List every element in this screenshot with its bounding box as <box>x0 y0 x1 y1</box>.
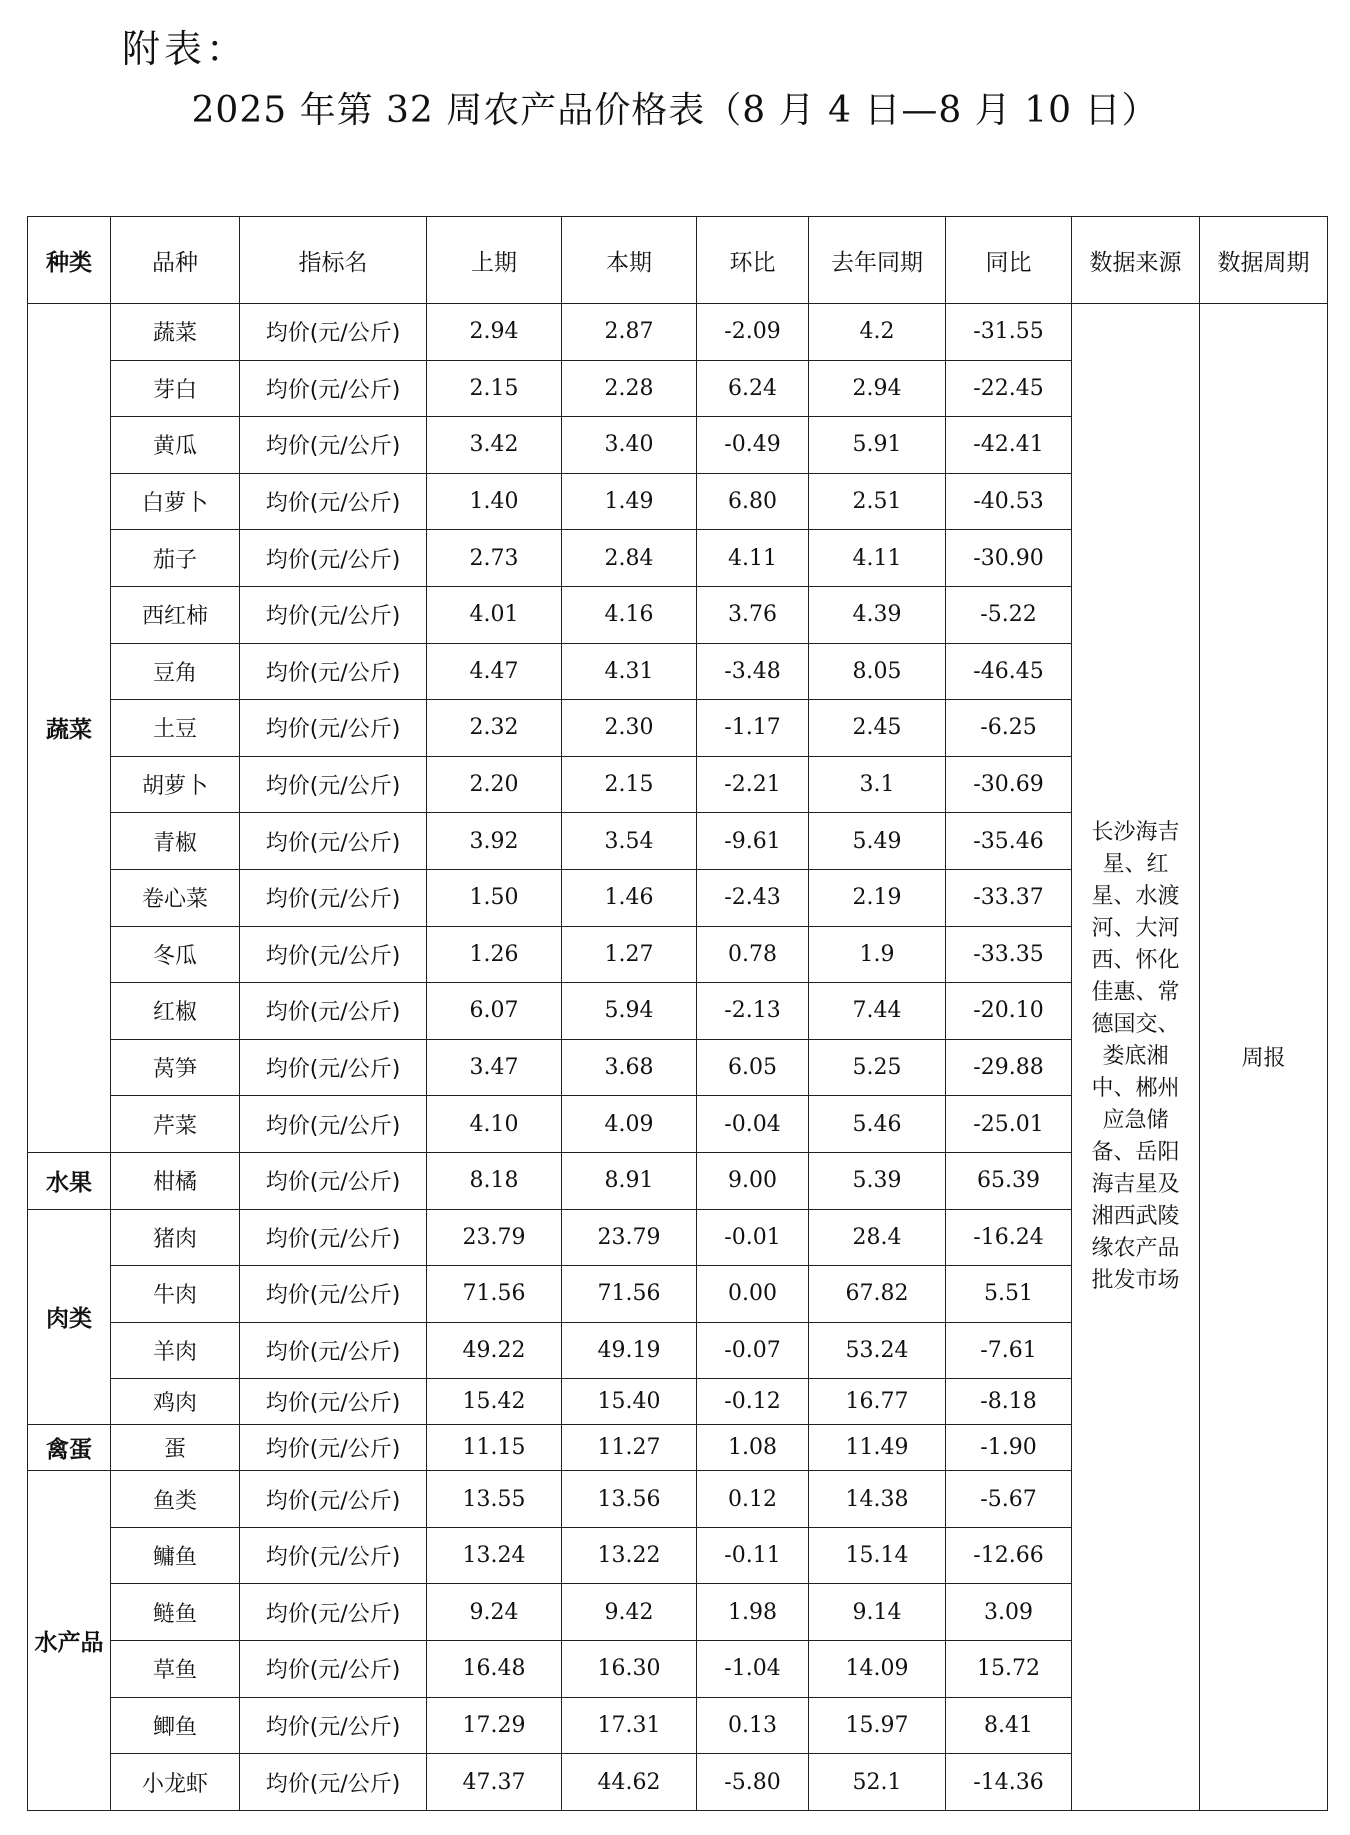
mom-cell: -0.49 <box>697 417 809 474</box>
mom-cell: -0.04 <box>697 1096 809 1153</box>
last-year-cell: 4.39 <box>809 586 946 643</box>
variety-cell: 鲢鱼 <box>111 1584 240 1641</box>
indicator-cell: 均价(元/公斤) <box>240 1152 427 1209</box>
yoy-cell: -20.10 <box>946 983 1072 1040</box>
prev-cell: 2.20 <box>427 756 562 813</box>
variety-cell: 鲫鱼 <box>111 1697 240 1754</box>
last-year-cell: 5.91 <box>809 417 946 474</box>
indicator-cell: 均价(元/公斤) <box>240 1641 427 1698</box>
prev-cell: 2.15 <box>427 360 562 417</box>
mom-cell: -0.01 <box>697 1209 809 1266</box>
curr-cell: 3.68 <box>562 1039 697 1096</box>
prev-cell: 3.92 <box>427 813 562 870</box>
variety-cell: 蛋 <box>111 1425 240 1471</box>
attachment-label: 附表： <box>122 27 249 71</box>
indicator-cell: 均价(元/公斤) <box>240 1322 427 1379</box>
last-year-cell: 3.1 <box>809 756 946 813</box>
curr-cell: 13.22 <box>562 1527 697 1584</box>
indicator-cell: 均价(元/公斤) <box>240 417 427 474</box>
curr-cell: 1.46 <box>562 869 697 926</box>
last-year-cell: 15.14 <box>809 1527 946 1584</box>
mom-cell: 1.08 <box>697 1425 809 1471</box>
variety-cell: 鱼类 <box>111 1471 240 1528</box>
category-fruit: 水果 <box>28 1152 111 1209</box>
prev-cell: 16.48 <box>427 1641 562 1698</box>
variety-cell: 芽白 <box>111 360 240 417</box>
last-year-cell: 15.97 <box>809 1697 946 1754</box>
curr-cell: 1.49 <box>562 473 697 530</box>
yoy-cell: -30.69 <box>946 756 1072 813</box>
prev-cell: 47.37 <box>427 1754 562 1811</box>
last-year-cell: 2.94 <box>809 360 946 417</box>
yoy-cell: -31.55 <box>946 304 1072 361</box>
yoy-cell: 5.51 <box>946 1266 1072 1323</box>
indicator-cell: 均价(元/公斤) <box>240 1754 427 1811</box>
last-year-cell: 7.44 <box>809 983 946 1040</box>
indicator-cell: 均价(元/公斤) <box>240 1379 427 1425</box>
yoy-cell: 15.72 <box>946 1641 1072 1698</box>
curr-cell: 11.27 <box>562 1425 697 1471</box>
header-source: 数据来源 <box>1072 217 1200 304</box>
indicator-cell: 均价(元/公斤) <box>240 926 427 983</box>
curr-cell: 2.87 <box>562 304 697 361</box>
prev-cell: 4.01 <box>427 586 562 643</box>
last-year-cell: 14.09 <box>809 1641 946 1698</box>
last-year-cell: 14.38 <box>809 1471 946 1528</box>
last-year-cell: 5.46 <box>809 1096 946 1153</box>
curr-cell: 8.91 <box>562 1152 697 1209</box>
yoy-cell: -12.66 <box>946 1527 1072 1584</box>
variety-cell: 青椒 <box>111 813 240 870</box>
header-variety: 品种 <box>111 217 240 304</box>
yoy-cell: -5.67 <box>946 1471 1072 1528</box>
mom-cell: -5.80 <box>697 1754 809 1811</box>
curr-cell: 4.16 <box>562 586 697 643</box>
mom-cell: 6.24 <box>697 360 809 417</box>
curr-cell: 2.30 <box>562 700 697 757</box>
variety-cell: 鸡肉 <box>111 1379 240 1425</box>
category-aquatic: 水产品 <box>28 1471 111 1811</box>
yoy-cell: -33.37 <box>946 869 1072 926</box>
mom-cell: -0.12 <box>697 1379 809 1425</box>
mom-cell: -1.04 <box>697 1641 809 1698</box>
curr-cell: 4.31 <box>562 643 697 700</box>
yoy-cell: 3.09 <box>946 1584 1072 1641</box>
yoy-cell: -25.01 <box>946 1096 1072 1153</box>
indicator-cell: 均价(元/公斤) <box>240 1039 427 1096</box>
mom-cell: 0.00 <box>697 1266 809 1323</box>
last-year-cell: 2.45 <box>809 700 946 757</box>
indicator-cell: 均价(元/公斤) <box>240 473 427 530</box>
variety-cell: 草鱼 <box>111 1641 240 1698</box>
curr-cell: 17.31 <box>562 1697 697 1754</box>
last-year-cell: 2.51 <box>809 473 946 530</box>
indicator-cell: 均价(元/公斤) <box>240 1209 427 1266</box>
prev-cell: 4.47 <box>427 643 562 700</box>
curr-cell: 1.27 <box>562 926 697 983</box>
curr-cell: 3.40 <box>562 417 697 474</box>
indicator-cell: 均价(元/公斤) <box>240 756 427 813</box>
mom-cell: 0.13 <box>697 1697 809 1754</box>
curr-cell: 16.30 <box>562 1641 697 1698</box>
prev-cell: 2.94 <box>427 304 562 361</box>
variety-cell: 胡萝卜 <box>111 756 240 813</box>
page-title: 2025 年第 32 周农产品价格表（8 月 4 日—8 月 10 日） <box>191 90 1159 131</box>
prev-cell: 4.10 <box>427 1096 562 1153</box>
last-year-cell: 2.19 <box>809 869 946 926</box>
variety-cell: 土豆 <box>111 700 240 757</box>
yoy-cell: -8.18 <box>946 1379 1072 1425</box>
data-period-cell: 周报 <box>1200 304 1328 1811</box>
category-eggs: 禽蛋 <box>28 1425 111 1471</box>
indicator-cell: 均价(元/公斤) <box>240 643 427 700</box>
prev-cell: 71.56 <box>427 1266 562 1323</box>
last-year-cell: 28.4 <box>809 1209 946 1266</box>
variety-cell: 羊肉 <box>111 1322 240 1379</box>
indicator-cell: 均价(元/公斤) <box>240 983 427 1040</box>
prev-cell: 2.73 <box>427 530 562 587</box>
curr-cell: 2.15 <box>562 756 697 813</box>
variety-cell: 白萝卜 <box>111 473 240 530</box>
last-year-cell: 67.82 <box>809 1266 946 1323</box>
variety-cell: 蔬菜 <box>111 304 240 361</box>
prev-cell: 1.50 <box>427 869 562 926</box>
header-yoy: 同比 <box>946 217 1072 304</box>
mom-cell: 9.00 <box>697 1152 809 1209</box>
variety-cell: 小龙虾 <box>111 1754 240 1811</box>
indicator-cell: 均价(元/公斤) <box>240 1266 427 1323</box>
mom-cell: -3.48 <box>697 643 809 700</box>
prev-cell: 13.55 <box>427 1471 562 1528</box>
table-header-row <box>28 217 1328 304</box>
mom-cell: 4.11 <box>697 530 809 587</box>
price-table <box>27 216 1328 1811</box>
yoy-cell: -7.61 <box>946 1322 1072 1379</box>
yoy-cell: -40.53 <box>946 473 1072 530</box>
indicator-cell: 均价(元/公斤) <box>240 1527 427 1584</box>
variety-cell: 冬瓜 <box>111 926 240 983</box>
mom-cell: -1.17 <box>697 700 809 757</box>
last-year-cell: 5.49 <box>809 813 946 870</box>
curr-cell: 3.54 <box>562 813 697 870</box>
yoy-cell: -46.45 <box>946 643 1072 700</box>
variety-cell: 黄瓜 <box>111 417 240 474</box>
table-row <box>28 304 1328 361</box>
curr-cell: 13.56 <box>562 1471 697 1528</box>
indicator-cell: 均价(元/公斤) <box>240 360 427 417</box>
mom-cell: 0.12 <box>697 1471 809 1528</box>
header-last-year: 去年同期 <box>809 217 946 304</box>
indicator-cell: 均价(元/公斤) <box>240 869 427 926</box>
mom-cell: 6.05 <box>697 1039 809 1096</box>
mom-cell: 1.98 <box>697 1584 809 1641</box>
indicator-cell: 均价(元/公斤) <box>240 586 427 643</box>
prev-cell: 3.42 <box>427 417 562 474</box>
prev-cell: 8.18 <box>427 1152 562 1209</box>
variety-cell: 西红柿 <box>111 586 240 643</box>
yoy-cell: -35.46 <box>946 813 1072 870</box>
mom-cell: 6.80 <box>697 473 809 530</box>
prev-cell: 17.29 <box>427 1697 562 1754</box>
header-previous: 上期 <box>427 217 562 304</box>
curr-cell: 4.09 <box>562 1096 697 1153</box>
variety-cell: 柑橘 <box>111 1152 240 1209</box>
curr-cell: 9.42 <box>562 1584 697 1641</box>
prev-cell: 2.32 <box>427 700 562 757</box>
yoy-cell: -33.35 <box>946 926 1072 983</box>
yoy-cell: -42.41 <box>946 417 1072 474</box>
yoy-cell: -6.25 <box>946 700 1072 757</box>
mom-cell: 0.78 <box>697 926 809 983</box>
last-year-cell: 5.25 <box>809 1039 946 1096</box>
variety-cell: 茄子 <box>111 530 240 587</box>
yoy-cell: -14.36 <box>946 1754 1072 1811</box>
variety-cell: 牛肉 <box>111 1266 240 1323</box>
yoy-cell: -16.24 <box>946 1209 1072 1266</box>
data-source-cell: 长沙海吉星、红星、水渡河、大河西、怀化佳惠、常德国交、娄底湘中、郴州应急储备、岳阳海吉星及湘西武陵缘农产品批发市场 <box>1072 304 1200 1811</box>
mom-cell: -0.11 <box>697 1527 809 1584</box>
last-year-cell: 52.1 <box>809 1754 946 1811</box>
indicator-cell: 均价(元/公斤) <box>240 1096 427 1153</box>
prev-cell: 1.26 <box>427 926 562 983</box>
last-year-cell: 11.49 <box>809 1425 946 1471</box>
yoy-cell: -22.45 <box>946 360 1072 417</box>
last-year-cell: 9.14 <box>809 1584 946 1641</box>
indicator-cell: 均价(元/公斤) <box>240 530 427 587</box>
last-year-cell: 16.77 <box>809 1379 946 1425</box>
curr-cell: 71.56 <box>562 1266 697 1323</box>
last-year-cell: 5.39 <box>809 1152 946 1209</box>
last-year-cell: 4.11 <box>809 530 946 587</box>
header-period: 数据周期 <box>1200 217 1328 304</box>
yoy-cell: -1.90 <box>946 1425 1072 1471</box>
prev-cell: 11.15 <box>427 1425 562 1471</box>
indicator-cell: 均价(元/公斤) <box>240 1584 427 1641</box>
variety-cell: 鳙鱼 <box>111 1527 240 1584</box>
mom-cell: -2.09 <box>697 304 809 361</box>
indicator-cell: 均价(元/公斤) <box>240 1697 427 1754</box>
prev-cell: 49.22 <box>427 1322 562 1379</box>
variety-cell: 猪肉 <box>111 1209 240 1266</box>
curr-cell: 15.40 <box>562 1379 697 1425</box>
indicator-cell: 均价(元/公斤) <box>240 700 427 757</box>
variety-cell: 卷心菜 <box>111 869 240 926</box>
yoy-cell: -30.90 <box>946 530 1072 587</box>
variety-cell: 豆角 <box>111 643 240 700</box>
yoy-cell: 8.41 <box>946 1697 1072 1754</box>
mom-cell: -2.13 <box>697 983 809 1040</box>
prev-cell: 3.47 <box>427 1039 562 1096</box>
indicator-cell: 均价(元/公斤) <box>240 813 427 870</box>
prev-cell: 13.24 <box>427 1527 562 1584</box>
yoy-cell: -5.22 <box>946 586 1072 643</box>
prev-cell: 6.07 <box>427 983 562 1040</box>
last-year-cell: 8.05 <box>809 643 946 700</box>
mom-cell: 3.76 <box>697 586 809 643</box>
prev-cell: 23.79 <box>427 1209 562 1266</box>
mom-cell: -2.43 <box>697 869 809 926</box>
indicator-cell: 均价(元/公斤) <box>240 304 427 361</box>
last-year-cell: 1.9 <box>809 926 946 983</box>
yoy-cell: -29.88 <box>946 1039 1072 1096</box>
header-indicator: 指标名 <box>240 217 427 304</box>
header-current: 本期 <box>562 217 697 304</box>
curr-cell: 49.19 <box>562 1322 697 1379</box>
variety-cell: 莴笋 <box>111 1039 240 1096</box>
indicator-cell: 均价(元/公斤) <box>240 1425 427 1471</box>
mom-cell: -0.07 <box>697 1322 809 1379</box>
curr-cell: 44.62 <box>562 1754 697 1811</box>
curr-cell: 23.79 <box>562 1209 697 1266</box>
yoy-cell: 65.39 <box>946 1152 1072 1209</box>
curr-cell: 5.94 <box>562 983 697 1040</box>
variety-cell: 芹菜 <box>111 1096 240 1153</box>
indicator-cell: 均价(元/公斤) <box>240 1471 427 1528</box>
prev-cell: 1.40 <box>427 473 562 530</box>
category-meat: 肉类 <box>28 1209 111 1425</box>
header-mom: 环比 <box>697 217 809 304</box>
curr-cell: 2.84 <box>562 530 697 587</box>
category-vegetables: 蔬菜 <box>28 304 111 1153</box>
prev-cell: 15.42 <box>427 1379 562 1425</box>
curr-cell: 2.28 <box>562 360 697 417</box>
mom-cell: -9.61 <box>697 813 809 870</box>
last-year-cell: 53.24 <box>809 1322 946 1379</box>
mom-cell: -2.21 <box>697 756 809 813</box>
variety-cell: 红椒 <box>111 983 240 1040</box>
prev-cell: 9.24 <box>427 1584 562 1641</box>
last-year-cell: 4.2 <box>809 304 946 361</box>
header-category: 种类 <box>28 217 111 304</box>
